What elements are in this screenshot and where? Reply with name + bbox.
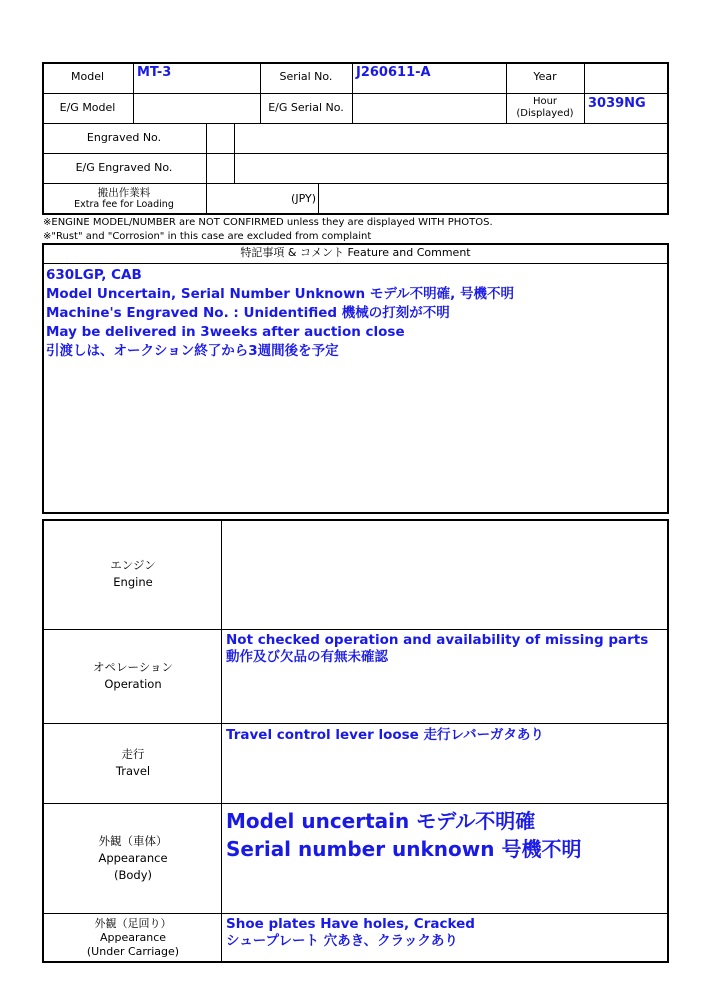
- comment-line-3: Machine's Engraved No. : Unidentified 機械の打刻が不明: [46, 305, 450, 321]
- operation-line-2: 動作及び欠品の有無未確認: [226, 649, 388, 665]
- under-label-en2: (Under Carriage): [86, 945, 180, 958]
- under-line-1: Shoe plates Have holes, Cracked: [226, 916, 475, 932]
- hour-value: 3039NG: [588, 96, 646, 111]
- under-label: [45, 913, 221, 963]
- eg-model-label: E/G Model: [59, 100, 116, 114]
- comment-line-2: Model Uncertain, Serial Number Unknown モデル不明確, 号機不明: [46, 286, 515, 302]
- body-label-jp: 外観（車体）: [98, 833, 168, 848]
- engine-label-en: Engine: [113, 575, 153, 589]
- hour-label-line2: (Displayed): [516, 108, 574, 119]
- travel-value: [226, 727, 544, 744]
- operation-label-jp: オペレーション: [92, 660, 174, 674]
- comment-line-1: 630LGP, CAB: [46, 267, 142, 283]
- eg-engraved-label: E/G Engraved No.: [75, 160, 173, 174]
- eg-serial-value: [352, 93, 506, 123]
- operation-label-en: Operation: [104, 677, 162, 691]
- comment-line-4: May be delivered in 3weeks after auction close: [46, 324, 405, 340]
- under-line-2: シュープレート 穴あき、クラックあり: [226, 933, 458, 949]
- eg-serial-label: E/G Serial No.: [268, 100, 344, 114]
- comment-body: [46, 266, 514, 361]
- note-rust: ※"Rust" and "Corrosion" in this case are excluded from complaint: [43, 231, 372, 242]
- loading-label-jp: 搬出作業料: [97, 187, 151, 199]
- body-label-en2: (Body): [113, 867, 152, 882]
- body-label-en: Appearance: [98, 850, 168, 865]
- travel-label: [45, 723, 221, 803]
- hour-label: [506, 93, 584, 123]
- operation-line-1: Not checked operation and availability of missing parts: [226, 632, 649, 648]
- model-value: MT-3: [137, 65, 172, 80]
- year-label: Year: [533, 70, 557, 84]
- note-engine-confirm: ※ENGINE MODEL/NUMBER are NOT CONFIRMED unless they are displayed WITH PHOTOS.: [43, 217, 493, 228]
- travel-label-jp: 走行: [121, 747, 145, 761]
- serial-value: J260611-A: [356, 65, 431, 80]
- loading-label-en: Extra fee for Loading: [74, 199, 174, 210]
- engraved-label: Engraved No.: [86, 130, 162, 144]
- under-label-en: Appearance: [99, 931, 167, 944]
- operation-value: [226, 632, 648, 666]
- model-label: Model: [70, 70, 105, 84]
- eg-model-value: [133, 93, 260, 123]
- engine-label: [45, 519, 221, 629]
- comment-line-5: 引渡しは、オークション終了から3週間後を予定: [46, 343, 339, 359]
- body-value: [226, 807, 581, 863]
- loading-unit: (JPY): [291, 191, 316, 205]
- loading-label: [42, 183, 206, 215]
- comment-title: 特記事項 & コメント Feature and Comment: [240, 245, 471, 259]
- serial-label: Serial No.: [279, 70, 333, 84]
- body-line-2: Serial number unknown 号機不明: [226, 837, 582, 861]
- under-label-jp: 外観（足回り）: [94, 917, 172, 930]
- year-value: [584, 62, 669, 93]
- travel-line-1: Travel control lever loose 走行レバーガタあり: [226, 727, 544, 743]
- body-line-1: Model uncertain モデル不明確: [226, 809, 536, 833]
- body-label: [45, 803, 221, 913]
- hour-label-line1: Hour: [532, 96, 558, 107]
- operation-label: [45, 629, 221, 723]
- travel-label-en: Travel: [115, 764, 151, 778]
- engine-label-jp: エンジン: [110, 558, 156, 572]
- under-value: [226, 916, 475, 950]
